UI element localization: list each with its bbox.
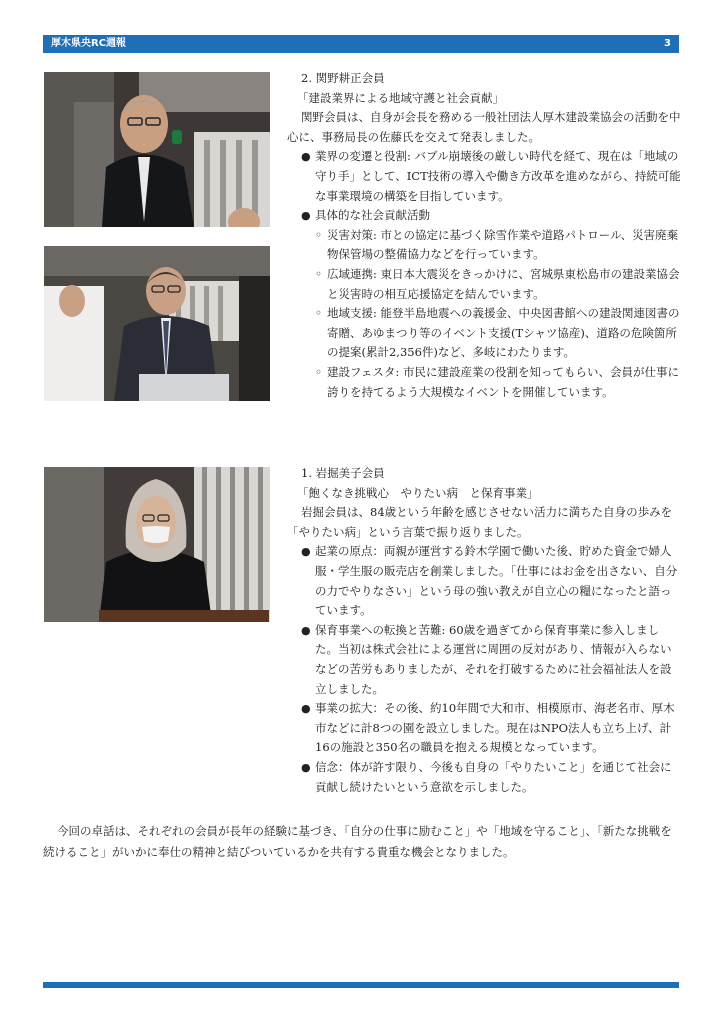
- sub-list: [301, 226, 681, 402]
- photo-speaker-microphone: [44, 72, 270, 227]
- photo-woman-speaker: [44, 467, 270, 622]
- sub-list-item: ◦ 地域支援: 能登半島地震への義援金、中央図書館への建設関連図書の寄贈、あゆまつり等のイベント支援(Tシャツ協産)、道路の危険箇所の提案(累計2,356件)など、多岐にわたります。: [315, 304, 681, 363]
- list-item: ● 保育事業への転換と苦難: 60歳を過ぎてから保育事業に参入しました。当初は株式会社による運営に周囲の反対があり、情報が入らないなどの苦労もありましたが、それを打破するために社会福祉法人を設立しました。: [301, 621, 681, 699]
- bullet-list: [287, 147, 681, 402]
- list-item: ● 業界の変遷と役割: バブル崩壊後の厳しい時代を経て、現在は「地域の守り手」として、ICT技術の導入や働き方改革を進めながら、持続可能な事業環境の構築を目指しています。: [301, 147, 681, 206]
- page-footer-bar: [43, 982, 679, 988]
- sub-list-item: ◦ 建設フェスタ: 市民に建設産業の役割を知ってもらい、会員が仕事に誇りを持てるよう大規模なイベントを開催しています。: [315, 363, 681, 402]
- newsletter-title: 厚木県央RC週報: [51, 38, 127, 49]
- list-item: ● 起業の原点：両親が運営する鈴木学園で働いた後、貯めた資金で婦人服・学生服の販売店を創業しました。「仕事にはお金を出さない、自分の力でやりなさい」という母の強い教えが自立心の糧になったと語っています。: [301, 542, 681, 620]
- sub-list-item: ◦ 広域連携: 東日本大震災をきっかけに、宮城県東松島市の建設業協会と災害時の相互応援協定を結んでいます。: [315, 265, 681, 304]
- article-iwahori: [287, 464, 681, 797]
- article-intro: 岩掘会員は、84歳という年齢を感じさせない活力に満ちた自身の歩みを「やりたい病」という言葉で振り返りました。: [287, 505, 673, 539]
- page-number: 3: [664, 38, 671, 49]
- list-item: ● 事業の拡大：その後、約10年間で大和市、相模原市、海老名市、厚木市などに計8つの園を設立しました。現在はNPO法人も立ち上げ、計16の施設と350名の職員を抱える規模となっています。: [301, 699, 681, 758]
- closing-paragraph: 今回の卓話は、それぞれの会員が長年の経験に基づき、「自分の仕事に励むこと」や「地域を守ること」、「新たな挑戦を続けること」がいかに奉仕の精神と結びついているかを共有する貴重な機会となりました。: [43, 824, 672, 859]
- speech-topic: 「飽くなき挑戦心 やりたい病 と保育事業」: [297, 485, 539, 500]
- list-item: ● 信念：体が許す限り、今後も自身の「やりたいこと」を通じて社会に貢献し続けたいという意欲を示しました。: [301, 758, 681, 797]
- list-item: [301, 206, 681, 402]
- speech-topic: 「建設業界による地域守護と社会貢献」: [297, 90, 504, 105]
- speaker-name: 1. 岩掘美子会員: [301, 466, 385, 480]
- sub-list-item: ◦ 災害対策: 市との協定に基づく除雪作業や道路パトロール、災害廃棄物保管場の整備協力などを行っています。: [315, 226, 681, 265]
- article-intro: 関野会員は、自身が会長を務める一般社団法人厚木建設業協会の活動を中心に、事務局長の佐藤氏を交えて発表しました。: [287, 110, 681, 144]
- list-item-label: 具体的な社会貢献活動: [315, 208, 430, 223]
- page-header-bar: [43, 35, 679, 53]
- photo-presenter-laptop: [44, 246, 270, 401]
- bullet-list: [287, 542, 681, 797]
- article-sekino: [287, 69, 681, 402]
- speaker-name: 2. 関野耕正会員: [301, 71, 385, 85]
